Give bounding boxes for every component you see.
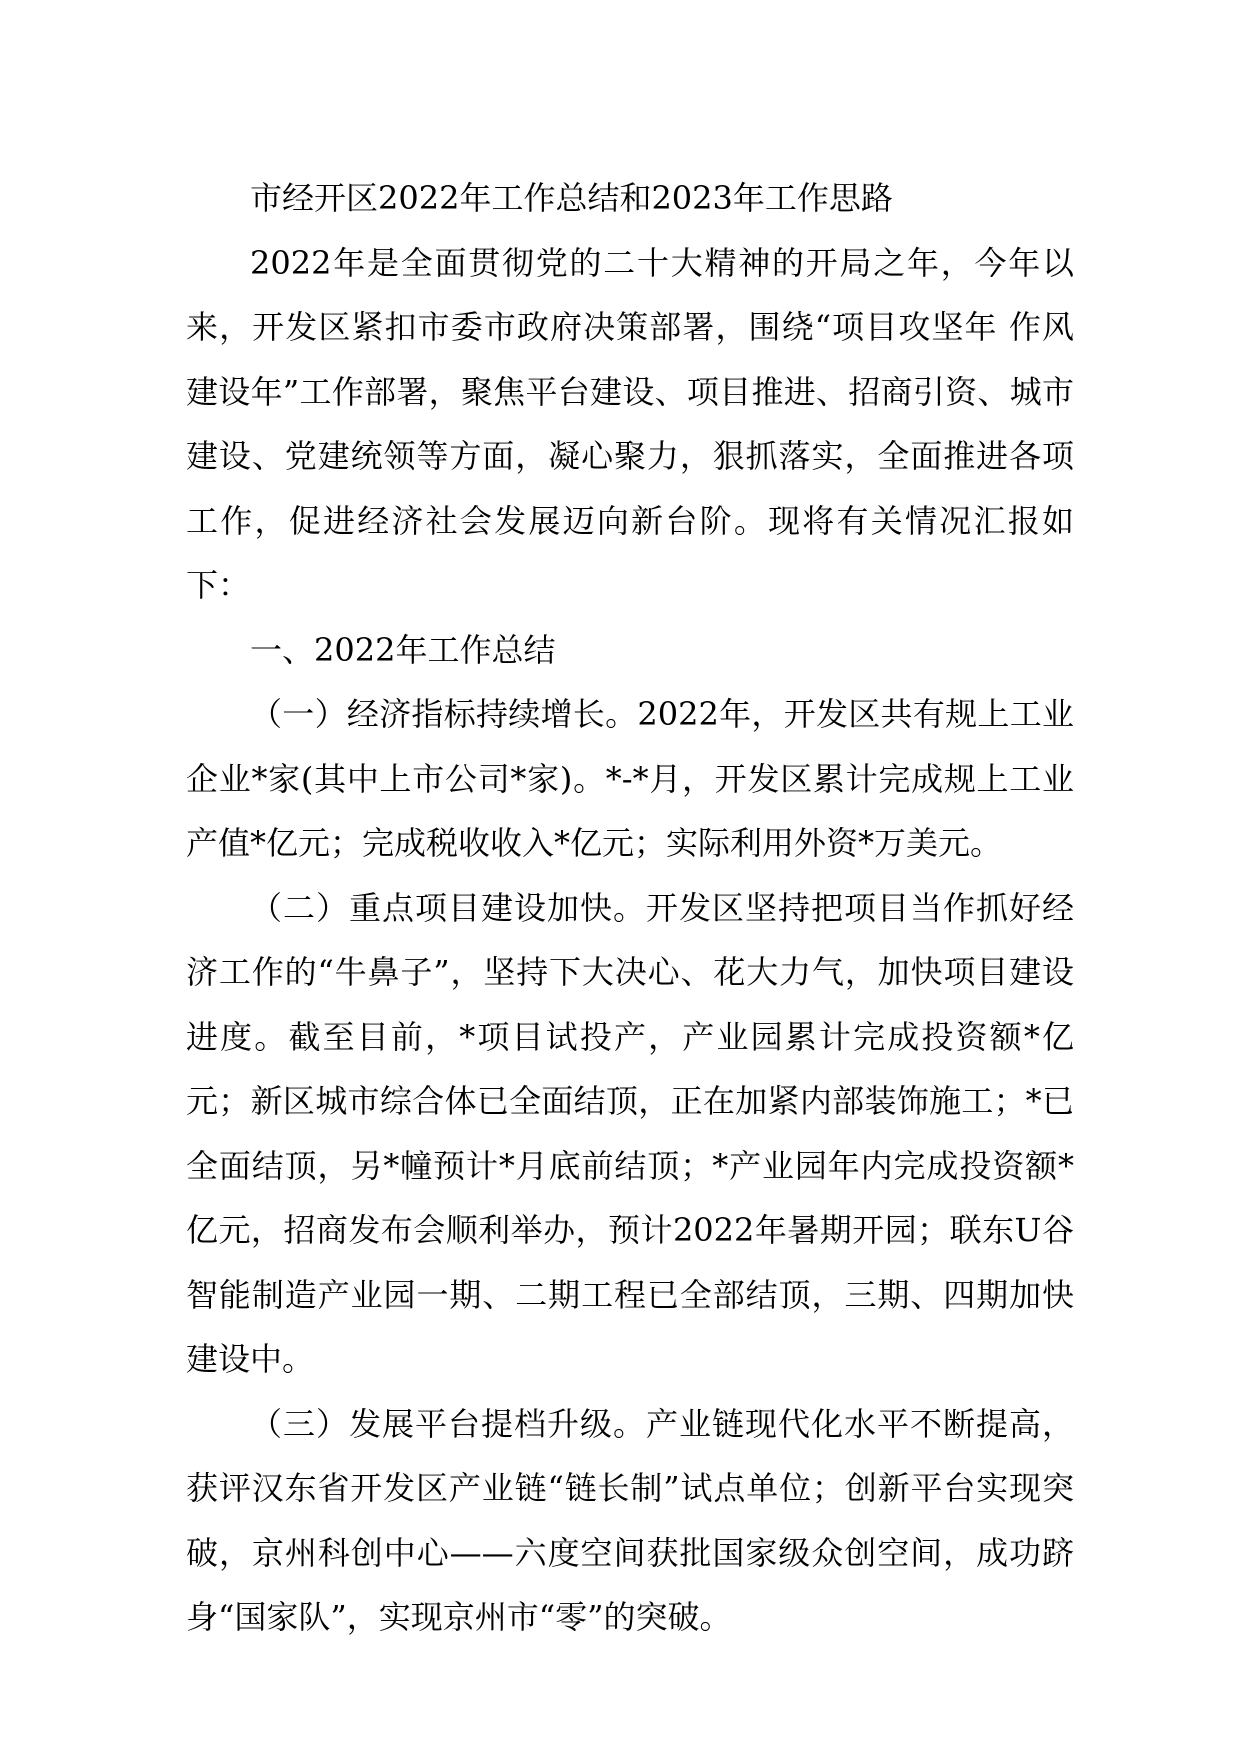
document-title: 市经开区2022年工作总结和2023年工作思路 [250, 179, 893, 217]
section-heading-summary: 一、2022年工作总结 [250, 630, 556, 669]
intro-paragraph: 2022年是全面贯彻党的二十大精神的开局之年，今年以来，开发区紧扣市委市政府决策部署，围绕“项目攻坚年 作风建设年”工作部署，聚焦平台建设、项目推进、招商引资、城市建设、党建统领等方面，凝心聚力，狠抓落实，全面推进各项工作，促进经济社会发展迈向新台阶。现将有关情况汇报如下： [186, 243, 1074, 604]
document-body [186, 166, 1074, 1650]
paragraph-key-projects: （二）重点项目建设加快。开发区坚持把项目当作抓好经济工作的“牛鼻子”，坚持下大决心、花大力气，加快项目建设进度。截至目前，*项目试投产，产业园累计完成投资额*亿元；新区城市综合体已全面结顶，正在加紧内部装饰施工；*已全面结顶，另*幢预计*月底前结顶；*产业园年内完成投资额*亿元，招商发布会顺利举办，预计2022年暑期开园；联东U谷智能制造产业园一期、二期工程已全部结顶，三期、四期加快建设中。 [186, 888, 1074, 1378]
paragraph-economic-indicators: （一）经济指标持续增长。2022年，开发区共有规上工业企业*家(其中上市公司*家)。*-*月，开发区累计完成规上工业产值*亿元；完成税收收入*亿元；实际利用外资*万美元。 [186, 695, 1074, 862]
paragraph-platform-upgrade: （三）发展平台提档升级。产业链现代化水平不断提高，获评汉东省开发区产业链“链长制”试点单位；创新平台实现突破，京州科创中心——六度空间获批国家级众创空间，成功跻身“国家队”，实现京州市“零”的突破。 [186, 1404, 1074, 1636]
